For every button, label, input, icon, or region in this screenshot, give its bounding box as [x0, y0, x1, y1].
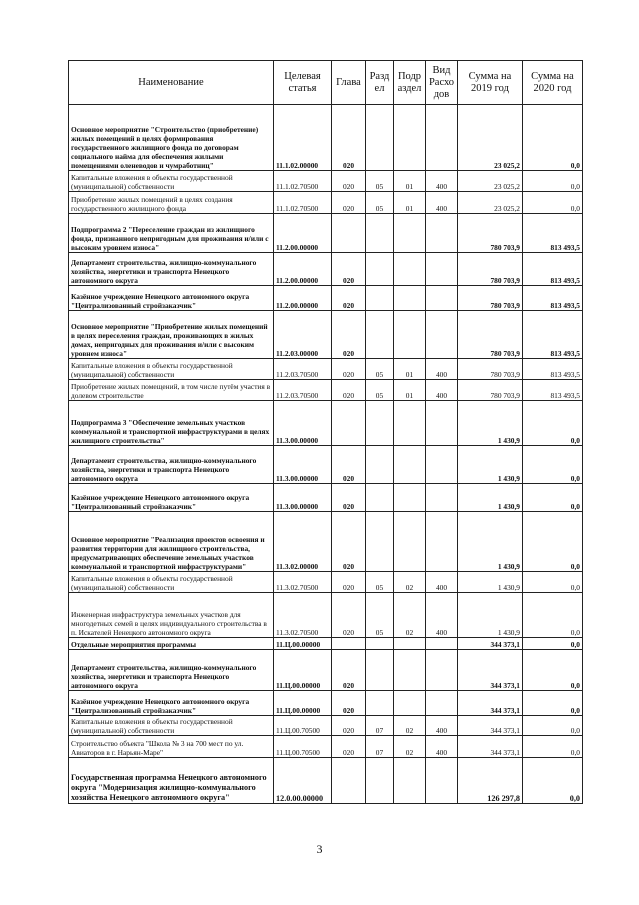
cell-exptype: 400	[426, 572, 458, 593]
cell-subsection: 02	[394, 593, 426, 638]
cell-exptype: 400	[426, 593, 458, 638]
cell-section: 05	[366, 192, 394, 214]
cell-chapter: 020	[332, 380, 366, 401]
cell-target: 11.2.00.00000	[274, 253, 332, 286]
cell-target: 11.1.02.00000	[274, 105, 332, 171]
cell-sum2019: 1 430,9	[458, 512, 523, 572]
cell-name: Подпрограмма 2 "Переселение граждан из жилищного фонда, признанного непригодным для проживания и/или с высоким уровнем износа"	[69, 214, 274, 253]
cell-name: Строительство объекта "Школа № 3 на 700 мест по ул. Авиаторов в г. Нарьян-Маре"	[69, 736, 274, 758]
cell-subsection: 02	[394, 572, 426, 593]
cell-chapter: 020	[332, 512, 366, 572]
cell-sum2020: 0,0	[523, 593, 583, 638]
cell-sum2019: 23 025,2	[458, 192, 523, 214]
cell-subsection	[394, 214, 426, 253]
cell-name: Отдельные мероприятия программы	[69, 638, 274, 650]
cell-sum2020: 0,0	[523, 192, 583, 214]
table-row	[69, 286, 583, 311]
cell-exptype	[426, 311, 458, 359]
table-row	[69, 484, 583, 512]
cell-exptype	[426, 214, 458, 253]
cell-name: Казённое учреждение Ненецкого автономного округа "Централизованный стройзаказчик"	[69, 691, 274, 716]
col-header-subsection: Подр аздел	[394, 61, 426, 105]
cell-subsection	[394, 758, 426, 804]
cell-exptype	[426, 105, 458, 171]
cell-section	[366, 446, 394, 484]
cell-section	[366, 401, 394, 446]
cell-exptype	[426, 758, 458, 804]
cell-sum2019: 344 373,1	[458, 716, 523, 736]
cell-section: 07	[366, 736, 394, 758]
cell-sum2019: 780 703,9	[458, 311, 523, 359]
table-row	[69, 638, 583, 650]
cell-section: 05	[366, 593, 394, 638]
cell-section	[366, 253, 394, 286]
cell-name: Казённое учреждение Ненецкого автономного округа "Централизованный стройзаказчик"	[69, 286, 274, 311]
table-row	[69, 253, 583, 286]
table-row	[69, 736, 583, 758]
cell-exptype	[426, 446, 458, 484]
cell-section	[366, 691, 394, 716]
cell-chapter: 020	[332, 105, 366, 171]
cell-target: 11.2.00.00000	[274, 286, 332, 311]
cell-target: 11.3.02.70500	[274, 572, 332, 593]
cell-name: Приобретение жилых помещений в целях создания государственного жилищного фонда	[69, 192, 274, 214]
table-row	[69, 380, 583, 401]
cell-name: Основное мероприятие "Приобретение жилых помещений в целях переселения граждан, проживающих в жилых домах, непригодных для проживания и/или с высоким уровнем износа"	[69, 311, 274, 359]
cell-subsection: 02	[394, 736, 426, 758]
cell-name: Казённое учреждение Ненецкого автономного округа "Централизованный стройзаказчик"	[69, 484, 274, 512]
cell-subsection: 01	[394, 359, 426, 380]
cell-section	[366, 214, 394, 253]
cell-chapter: 020	[332, 359, 366, 380]
cell-target: 11.2.03.00000	[274, 311, 332, 359]
cell-section: 07	[366, 716, 394, 736]
cell-sum2020: 0,0	[523, 105, 583, 171]
cell-sum2019: 1 430,9	[458, 446, 523, 484]
cell-sum2020: 0,0	[523, 650, 583, 691]
cell-sum2020: 0,0	[523, 736, 583, 758]
cell-target: 12.0.00.00000	[274, 758, 332, 804]
cell-chapter: 020	[332, 736, 366, 758]
cell-exptype	[426, 401, 458, 446]
cell-sum2020: 813 493,5	[523, 286, 583, 311]
cell-subsection	[394, 311, 426, 359]
cell-name: Капитальные вложения в объекты государственной (муниципальной) собственности	[69, 572, 274, 593]
table-row	[69, 716, 583, 736]
cell-subsection	[394, 253, 426, 286]
cell-section	[366, 638, 394, 650]
cell-section: 05	[366, 380, 394, 401]
cell-chapter	[332, 401, 366, 446]
cell-chapter: 020	[332, 446, 366, 484]
cell-target: 11.3.02.00000	[274, 512, 332, 572]
cell-target: 11.3.00.00000	[274, 401, 332, 446]
cell-chapter: 020	[332, 691, 366, 716]
cell-sum2020: 0,0	[523, 512, 583, 572]
cell-exptype: 400	[426, 716, 458, 736]
cell-subsection	[394, 286, 426, 311]
cell-name: Инженерная инфраструктура земельных участков для многодетных семей в целях индивидуального строительства в п. Искателей Ненецкого автономного округа	[69, 593, 274, 638]
cell-section	[366, 512, 394, 572]
table-row	[69, 446, 583, 484]
cell-target: 11.2.00.00000	[274, 214, 332, 253]
cell-sum2020: 0,0	[523, 758, 583, 804]
cell-sum2020: 0,0	[523, 716, 583, 736]
cell-section: 05	[366, 171, 394, 192]
page-number: 3	[316, 842, 323, 856]
cell-subsection: 01	[394, 171, 426, 192]
table-row	[69, 311, 583, 359]
cell-subsection	[394, 638, 426, 650]
cell-sum2019: 780 703,9	[458, 214, 523, 253]
cell-chapter: 020	[332, 286, 366, 311]
cell-subsection: 02	[394, 716, 426, 736]
cell-sum2019: 780 703,9	[458, 253, 523, 286]
cell-subsection	[394, 105, 426, 171]
cell-name: Капитальные вложения в объекты государственной (муниципальной) собственности	[69, 171, 274, 192]
cell-exptype: 400	[426, 736, 458, 758]
cell-sum2019: 780 703,9	[458, 286, 523, 311]
cell-name: Приобретение жилых помещений, в том числе путём участия в долевом строительстве	[69, 380, 274, 401]
cell-target: 11.1.02.70500	[274, 192, 332, 214]
col-header-name: Наименование	[69, 61, 274, 105]
cell-exptype	[426, 638, 458, 650]
budget-table	[68, 60, 583, 804]
cell-exptype	[426, 253, 458, 286]
cell-subsection	[394, 691, 426, 716]
cell-target: 11.2.03.70500	[274, 359, 332, 380]
cell-sum2020: 813 493,5	[523, 380, 583, 401]
cell-sum2019: 344 373,1	[458, 736, 523, 758]
cell-target: 11.Ц.00.70500	[274, 716, 332, 736]
cell-target: 11.2.03.70500	[274, 380, 332, 401]
cell-sum2020: 0,0	[523, 401, 583, 446]
cell-name: Подпрограмма 3 "Обеспечение земельных участков коммунальной и транспортной инфраструктурами в целях жилищного строительства"	[69, 401, 274, 446]
cell-sum2019: 344 373,1	[458, 638, 523, 650]
cell-chapter	[332, 214, 366, 253]
cell-chapter: 020	[332, 171, 366, 192]
cell-sum2020: 813 493,5	[523, 214, 583, 253]
cell-subsection: 01	[394, 380, 426, 401]
cell-sum2019: 780 703,9	[458, 380, 523, 401]
cell-subsection	[394, 484, 426, 512]
cell-chapter: 020	[332, 716, 366, 736]
cell-exptype	[426, 650, 458, 691]
cell-sum2019: 126 297,8	[458, 758, 523, 804]
cell-target: 11.Ц.00.00000	[274, 691, 332, 716]
cell-name: Государственная программа Ненецкого автономного округа "Модернизация жилищно-коммунального хозяйства Ненецкого автономного округа"	[69, 758, 274, 804]
col-header-chapter: Глава	[332, 61, 366, 105]
table-row	[69, 593, 583, 638]
cell-exptype: 400	[426, 380, 458, 401]
table-row	[69, 359, 583, 380]
cell-exptype	[426, 484, 458, 512]
cell-target: 11.1.02.70500	[274, 171, 332, 192]
col-header-section: Разд ел	[366, 61, 394, 105]
cell-sum2020: 0,0	[523, 691, 583, 716]
cell-exptype: 400	[426, 171, 458, 192]
table-row	[69, 691, 583, 716]
cell-target: 11.3.00.00000	[274, 446, 332, 484]
cell-target: 11.Ц.00.00000	[274, 650, 332, 691]
cell-subsection	[394, 512, 426, 572]
cell-name: Департамент строительства, жилищно-коммунального хозяйства, энергетики и транспорта Ненецкого автономного округа	[69, 650, 274, 691]
table-row	[69, 512, 583, 572]
table-row	[69, 214, 583, 253]
table-row	[69, 572, 583, 593]
cell-name: Капитальные вложения в объекты государственной (муниципальной) собственности	[69, 359, 274, 380]
cell-chapter: 020	[332, 192, 366, 214]
cell-sum2020: 813 493,5	[523, 311, 583, 359]
cell-name: Основное мероприятие "Строительство (приобретение) жилых помещений в целях формирования государственного жилищного фонда по договорам социального найма для обеспечения жилыми помещениями оленеводов и чумработниц"	[69, 105, 274, 171]
cell-chapter: 020	[332, 650, 366, 691]
cell-sum2020: 0,0	[523, 446, 583, 484]
cell-sum2020: 0,0	[523, 484, 583, 512]
cell-target: 11.3.02.70500	[274, 593, 332, 638]
cell-sum2019: 1 430,9	[458, 572, 523, 593]
cell-chapter: 020	[332, 253, 366, 286]
cell-exptype	[426, 286, 458, 311]
cell-sum2020: 0,0	[523, 638, 583, 650]
cell-sum2019: 1 430,9	[458, 484, 523, 512]
table-row	[69, 171, 583, 192]
cell-name: Основное мероприятие "Реализация проектов освоения и развития территории для жилищного строительства, предусматривающих обеспечение земельных участков коммунальной и транспортной инфраструктурами"	[69, 512, 274, 572]
cell-section	[366, 650, 394, 691]
table-row	[69, 650, 583, 691]
cell-name: Департамент строительства, жилищно-коммунального хозяйства, энергетики и транспорта Ненецкого автономного округа	[69, 446, 274, 484]
cell-chapter: 020	[332, 311, 366, 359]
cell-sum2020: 813 493,5	[523, 253, 583, 286]
cell-name: Капитальные вложения в объекты государственной (муниципальной) собственности	[69, 716, 274, 736]
cell-section	[366, 286, 394, 311]
cell-name: Департамент строительства, жилищно-коммунального хозяйства, энергетики и транспорта Ненецкого автономного округа	[69, 253, 274, 286]
cell-chapter	[332, 758, 366, 804]
table-row	[69, 192, 583, 214]
cell-sum2020: 813 493,5	[523, 359, 583, 380]
cell-chapter: 020	[332, 593, 366, 638]
cell-sum2019: 1 430,9	[458, 401, 523, 446]
cell-sum2019: 23 025,2	[458, 171, 523, 192]
table-row	[69, 758, 583, 804]
cell-exptype	[426, 691, 458, 716]
cell-section: 05	[366, 359, 394, 380]
header-row	[69, 61, 583, 105]
cell-sum2019: 23 025,2	[458, 105, 523, 171]
col-header-sum2019: Сумма на 2019 год	[458, 61, 523, 105]
cell-sum2019: 344 373,1	[458, 691, 523, 716]
cell-section: 05	[366, 572, 394, 593]
cell-section	[366, 758, 394, 804]
cell-exptype: 400	[426, 359, 458, 380]
cell-chapter: 020	[332, 484, 366, 512]
cell-section	[366, 311, 394, 359]
col-header-sum2020: Сумма на 2020 год	[523, 61, 583, 105]
cell-target: 11.Ц.00.00000	[274, 638, 332, 650]
cell-subsection	[394, 650, 426, 691]
cell-chapter	[332, 638, 366, 650]
cell-section	[366, 484, 394, 512]
cell-target: 11.3.00.00000	[274, 484, 332, 512]
cell-sum2020: 0,0	[523, 572, 583, 593]
cell-subsection	[394, 446, 426, 484]
cell-section	[366, 105, 394, 171]
col-header-target: Целевая статья	[274, 61, 332, 105]
table-row	[69, 105, 583, 171]
cell-chapter: 020	[332, 572, 366, 593]
cell-target: 11.Ц.00.70500	[274, 736, 332, 758]
cell-subsection: 01	[394, 192, 426, 214]
cell-exptype: 400	[426, 192, 458, 214]
cell-subsection	[394, 401, 426, 446]
cell-sum2020: 0,0	[523, 171, 583, 192]
cell-sum2019: 1 430,9	[458, 593, 523, 638]
col-header-exptype: Вид Расхо дов	[426, 61, 458, 105]
cell-sum2019: 344 373,1	[458, 650, 523, 691]
cell-exptype	[426, 512, 458, 572]
table-row	[69, 401, 583, 446]
cell-sum2019: 780 703,9	[458, 359, 523, 380]
